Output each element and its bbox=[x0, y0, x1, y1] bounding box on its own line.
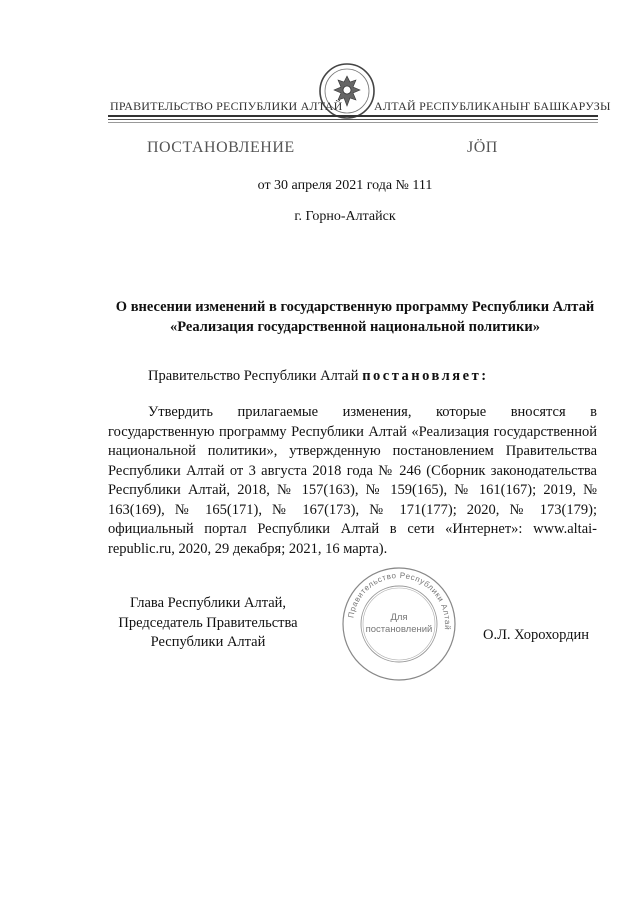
signatory-position-line: Председатель Правительства bbox=[118, 614, 298, 631]
official-stamp bbox=[340, 565, 458, 683]
header-rule bbox=[108, 115, 598, 117]
header-rule-thin bbox=[108, 119, 598, 120]
organization-name-alt: АЛТАЙ РЕСПУБЛИКАНЫҤ БАШКАРУЗЫ bbox=[374, 99, 611, 113]
document-date: от 30 апреля 2021 года № 111 bbox=[257, 178, 433, 193]
document-body: Утвердить прилагаемые изменения, которые вносятся в государственную программу Республики Алтай «Реализация государственной национальной политики», утвержденную постановлением Правительства Республики Алтай от 3 августа 2018 года № 246 (Сборник законодательства Республики Алтай, 2018, № 157(163), № 159(165), № 161(167); 2019, № 163(169), № 165(171), № 167(173), № 171(177); 2020, № 173(179); официальный портал Республики Алтай в сети «Интернет»: www.altai-republic.ru, 2020, 29 декабря; 2021, 16 марта). bbox=[108, 404, 597, 557]
signatory-name: О.Л. Хорохордин bbox=[483, 627, 590, 643]
organization-name-ru: ПРАВИТЕЛЬСТВО РЕСПУБЛИКИ АЛТАЙ bbox=[110, 99, 343, 113]
decree-line bbox=[148, 368, 489, 385]
document-title: О внесении изменений в государственную программу Республики Алтай «Реализация государственной национальной политики» bbox=[115, 299, 595, 335]
stamp-outer-text: Правительство Республики Алтай bbox=[346, 570, 453, 631]
document-type-alt: JÖП bbox=[467, 139, 498, 156]
document-type-ru: ПОСТАНОВЛЕНИЕ bbox=[147, 139, 295, 156]
stamp-inner-text: постановлений bbox=[365, 624, 433, 635]
stamp-inner-text: Для bbox=[390, 612, 408, 623]
decree-verb: постановляет: bbox=[362, 368, 489, 384]
decree-prefix: Правительство Республики Алтай bbox=[148, 368, 363, 384]
header-rule-thin-2 bbox=[108, 122, 598, 123]
signatory-position-line: Глава Республики Алтай, bbox=[129, 595, 287, 611]
document-city: г. Горно-Алтайск bbox=[294, 209, 396, 224]
signatory-position bbox=[108, 594, 308, 653]
signatory-position-line: Республики Алтай bbox=[150, 634, 266, 650]
